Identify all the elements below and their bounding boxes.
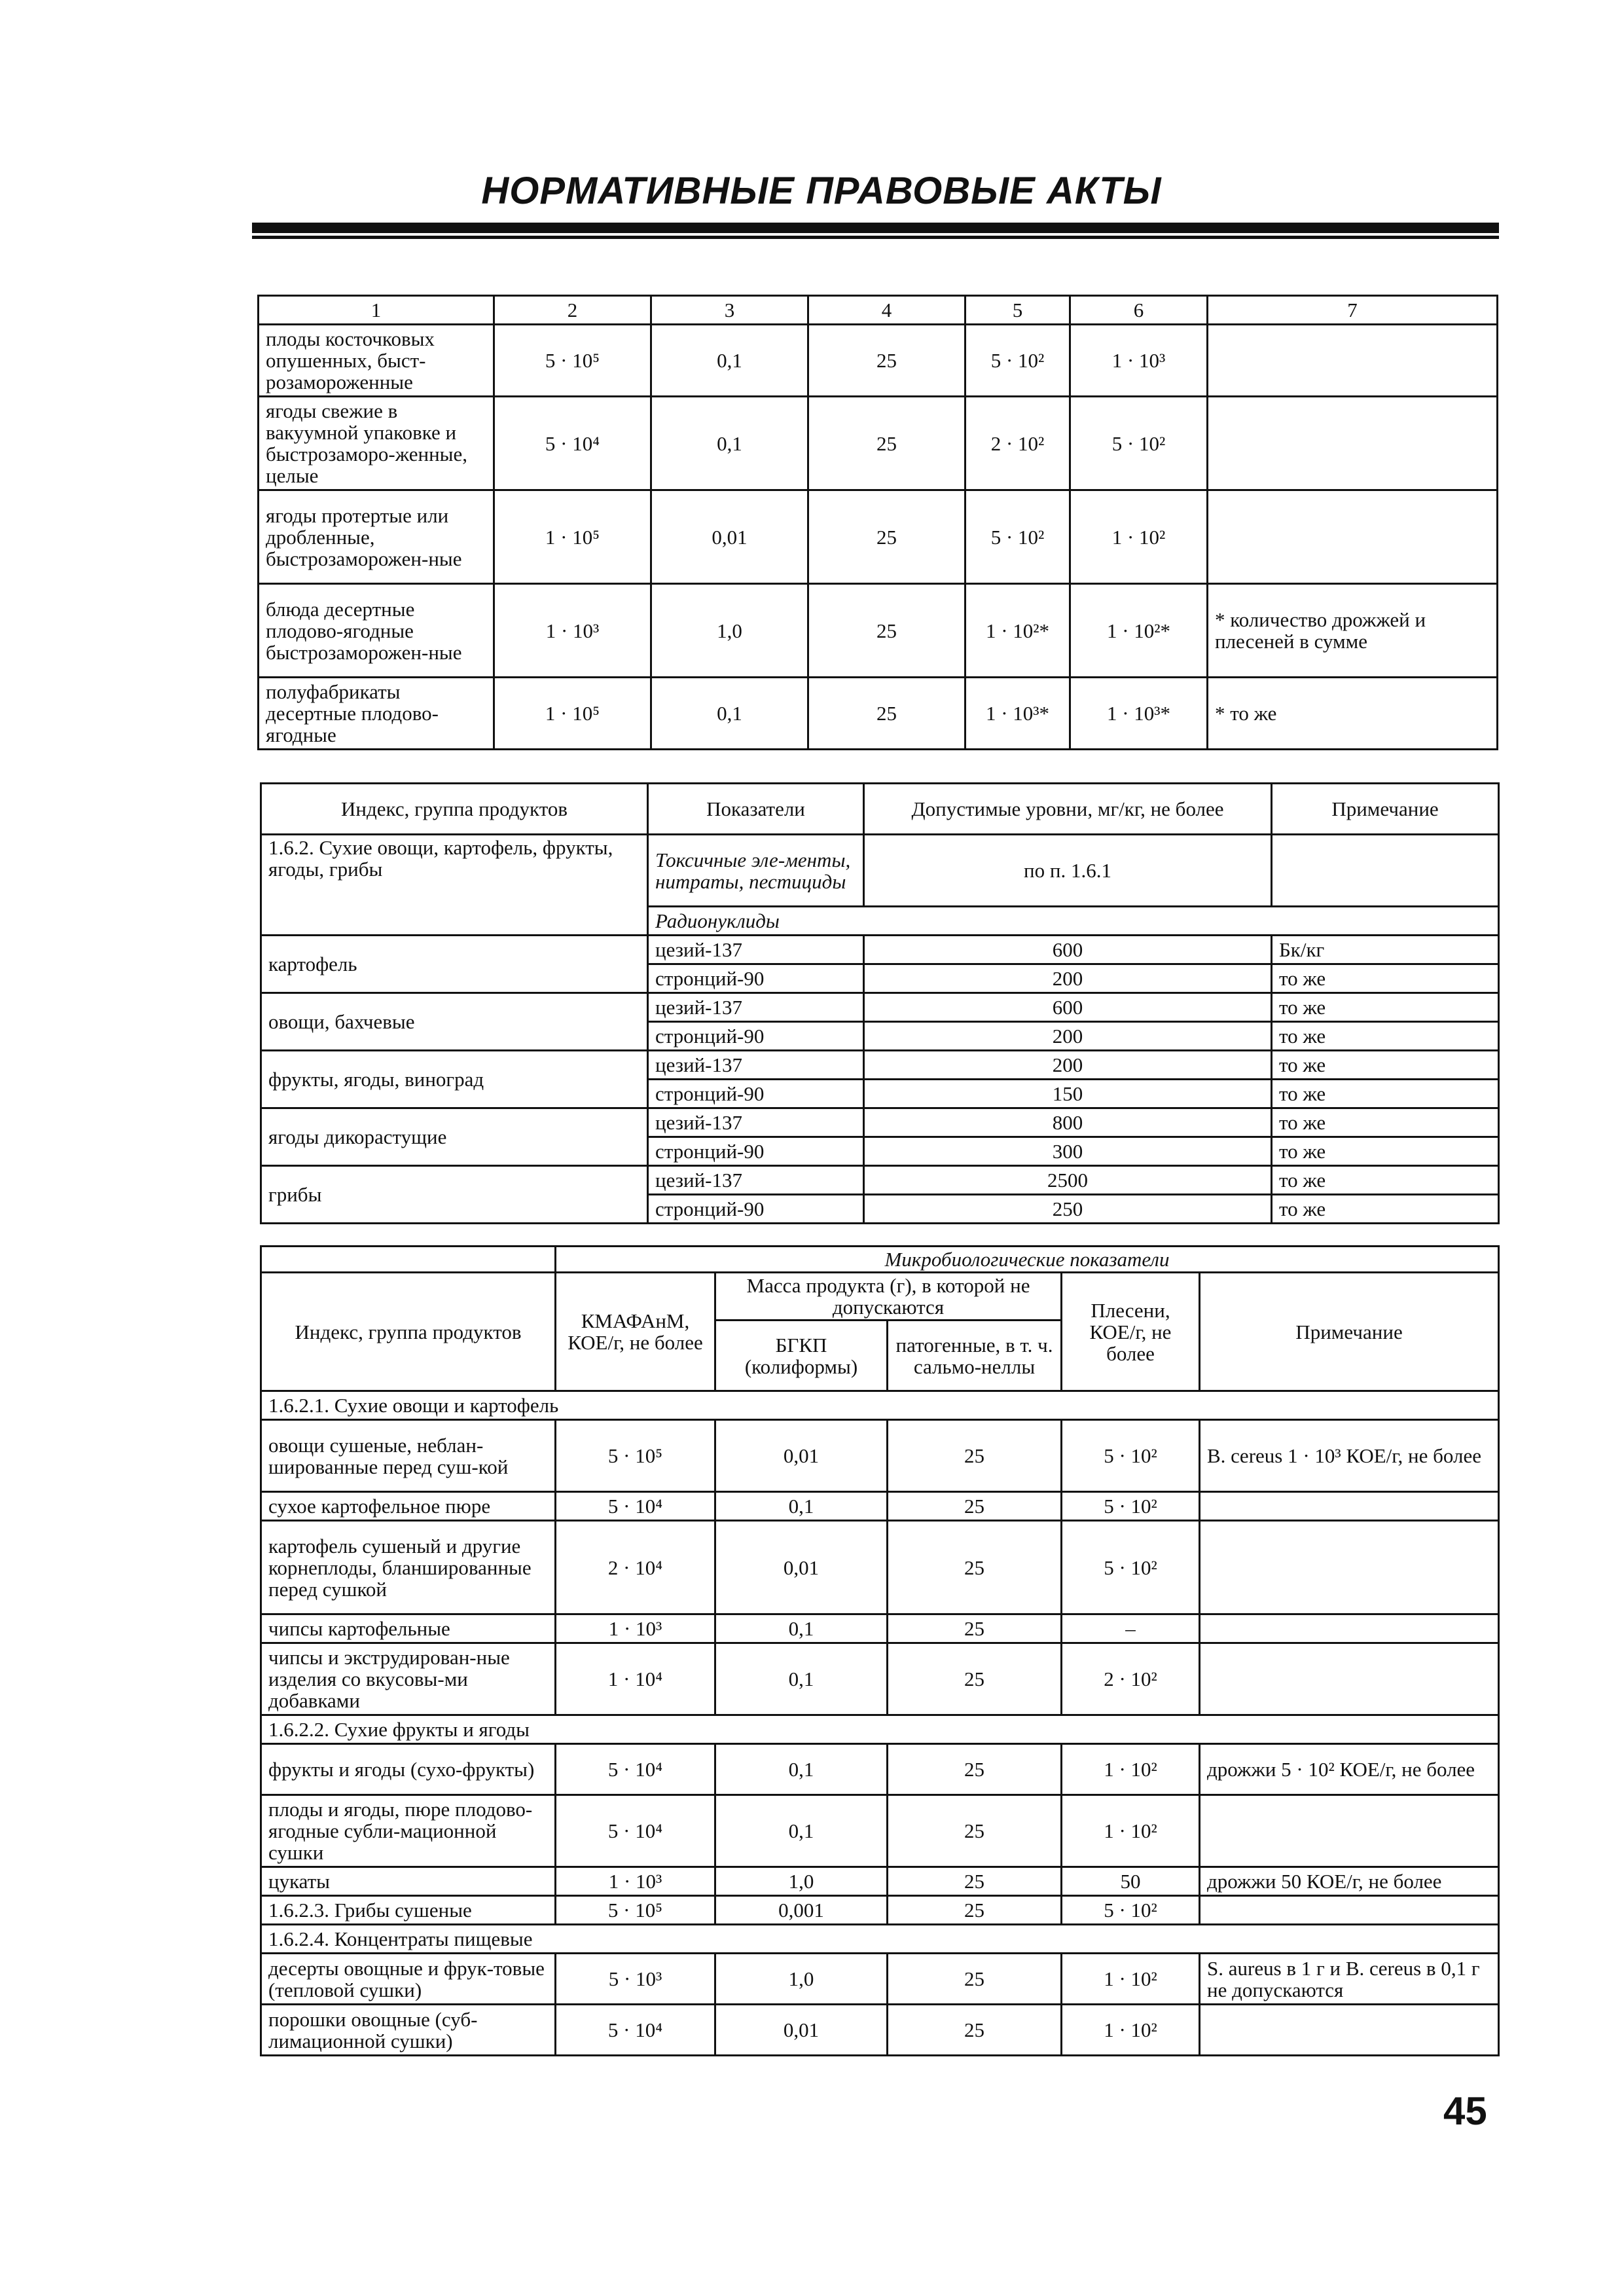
value-cell: 5 · 10⁵ <box>556 1896 715 1925</box>
product-cell: овощи, бахчевые <box>261 993 648 1051</box>
column-header: 7 <box>1208 296 1498 325</box>
note-cell: * количество дрожжей и плесеней в сумме <box>1208 584 1498 678</box>
micro-header: Микробиологические показатели <box>556 1247 1499 1273</box>
value-cell: 0,1 <box>715 1643 888 1715</box>
value-cell: 2 · 10² <box>1062 1643 1200 1715</box>
table1-header-row <box>259 296 1498 325</box>
section-row <box>261 1715 1499 1744</box>
product-cell: фрукты и ягоды (сухо-фрукты) <box>261 1744 556 1795</box>
column-header: Масса продукта (г), в которой не допускаются <box>715 1273 1062 1321</box>
value-cell: 1 · 10² <box>1062 1744 1200 1795</box>
table-row <box>261 1643 1499 1715</box>
product-cell: чипсы и экструдирован-ные изделия со вкусовы-ми добавками <box>261 1643 556 1715</box>
product-cell: ягоды свежие в вакуумной упаковке и быстрозаморо-женные, целые <box>259 397 494 490</box>
table-row <box>261 936 1499 964</box>
value-cell: 0,1 <box>715 1795 888 1867</box>
table-row <box>261 1492 1499 1521</box>
value-cell: 0,01 <box>651 490 808 584</box>
value-cell: 25 <box>888 1795 1062 1867</box>
level-cell: 200 <box>864 1051 1272 1080</box>
value-cell: 5 · 10² <box>1062 1521 1200 1614</box>
level-cell: 600 <box>864 993 1272 1022</box>
product-cell: овощи сушеные, неблан-шированные перед суш-кой <box>261 1420 556 1492</box>
product-cell: ягоды протертые или дробленные, быстрозаморожен-ные <box>259 490 494 584</box>
value-cell: 25 <box>888 1614 1062 1643</box>
value-cell: 1 · 10³* <box>965 678 1070 750</box>
page-number: 45 <box>1443 2089 1487 2133</box>
table-row <box>261 1614 1499 1643</box>
note-cell <box>1208 397 1498 490</box>
product-cell: порошки овощные (суб-лимационной сушки) <box>261 2005 556 2056</box>
product-cell: цукаты <box>261 1867 556 1896</box>
value-cell: 25 <box>888 1521 1062 1614</box>
note-cell: то же <box>1272 1080 1499 1108</box>
value-cell: 25 <box>808 584 965 678</box>
table3-header-row <box>261 1247 1499 1273</box>
note-cell <box>1200 1896 1499 1925</box>
level-cell: 200 <box>864 1022 1272 1051</box>
note-cell: то же <box>1272 1022 1499 1051</box>
value-cell: 0,01 <box>715 2005 888 2056</box>
table-row <box>261 2005 1499 2056</box>
product-cell: блюда десертные плодово-ягодные быстрозаморожен-ные <box>259 584 494 678</box>
note-cell <box>1208 325 1498 397</box>
value-cell: 25 <box>808 397 965 490</box>
value-cell: – <box>1062 1614 1200 1643</box>
value-cell: 1 · 10²* <box>1070 584 1208 678</box>
indicator-cell: стронций-90 <box>648 1195 864 1224</box>
table-row <box>261 1795 1499 1867</box>
section-row <box>261 1391 1499 1420</box>
level-cell: 250 <box>864 1195 1272 1224</box>
column-header: Примечание <box>1200 1273 1499 1391</box>
value-cell: 2 · 10² <box>965 397 1070 490</box>
value-cell: 1,0 <box>651 584 808 678</box>
note-cell <box>1200 1521 1499 1614</box>
value-cell: 25 <box>888 2005 1062 2056</box>
value-cell: 0,01 <box>715 1420 888 1492</box>
column-header: Плесени, КОЕ/г, не более <box>1062 1273 1200 1391</box>
value-cell: 0,1 <box>651 397 808 490</box>
column-header: БГКП (колиформы) <box>715 1321 888 1391</box>
value-cell: 5 · 10² <box>1062 1492 1200 1521</box>
value-cell: 1 · 10³ <box>1070 325 1208 397</box>
product-cell: 1.6.2.3. Грибы сушеные <box>261 1896 556 1925</box>
note-cell: * то же <box>1208 678 1498 750</box>
value-cell: 5 · 10² <box>965 325 1070 397</box>
indicator-cell: цезий-137 <box>648 993 864 1022</box>
value-cell: 2 · 10⁴ <box>556 1521 715 1614</box>
column-header: 2 <box>494 296 651 325</box>
table-row <box>261 1744 1499 1795</box>
value-cell: 5 · 10⁵ <box>556 1420 715 1492</box>
table-row <box>259 584 1498 678</box>
indicator-cell: стронций-90 <box>648 964 864 993</box>
value-cell: 0,1 <box>715 1614 888 1643</box>
value-cell: 25 <box>888 1867 1062 1896</box>
group-cell: 1.6.2. Сухие овощи, картофель, фрукты, ягоды, грибы <box>261 835 648 936</box>
level-cell: 2500 <box>864 1166 1272 1195</box>
product-cell: сухое картофельное пюре <box>261 1492 556 1521</box>
note-cell <box>1200 1614 1499 1643</box>
column-header: 3 <box>651 296 808 325</box>
value-cell: 50 <box>1062 1867 1200 1896</box>
note-cell: B. cereus 1 · 10³ КОЕ/г, не более <box>1200 1420 1499 1492</box>
value-cell: 1 · 10³* <box>1070 678 1208 750</box>
value-cell: 25 <box>808 490 965 584</box>
product-cell: картофель <box>261 936 648 993</box>
table-radionuclides <box>260 782 1500 1224</box>
note-cell: Бк/кг <box>1272 936 1499 964</box>
level-cell: 200 <box>864 964 1272 993</box>
column-header: 5 <box>965 296 1070 325</box>
note-cell: дрожжи 50 КОЕ/г, не более <box>1200 1867 1499 1896</box>
value-cell: 5 · 10⁵ <box>494 325 651 397</box>
value-cell: 25 <box>888 1420 1062 1492</box>
value-cell: 25 <box>808 678 965 750</box>
section-row <box>261 1925 1499 1954</box>
table-row <box>261 1521 1499 1614</box>
indicator-cell: Токсичные эле-менты, нитраты, пестициды <box>648 835 864 907</box>
product-cell: плоды и ягоды, пюре плодово-ягодные субли-мационной сушки <box>261 1795 556 1867</box>
value-cell: 1 · 10³ <box>494 584 651 678</box>
value-cell: 1 · 10³ <box>556 1614 715 1643</box>
note-cell <box>1200 1795 1499 1867</box>
table-row <box>261 1420 1499 1492</box>
value-cell: 0,1 <box>651 325 808 397</box>
indicator-cell: цезий-137 <box>648 1166 864 1195</box>
table-row <box>259 678 1498 750</box>
indicator-cell: стронций-90 <box>648 1022 864 1051</box>
table-row <box>259 397 1498 490</box>
note-cell: то же <box>1272 964 1499 993</box>
note-cell <box>1200 1643 1499 1715</box>
table-row <box>261 1051 1499 1080</box>
value-cell: 5 · 10⁴ <box>556 1795 715 1867</box>
product-cell: десерты овощные и фрук-товые (тепловой сушки) <box>261 1954 556 2005</box>
product-cell: фрукты, ягоды, виноград <box>261 1051 648 1108</box>
table-row <box>259 490 1498 584</box>
column-header: 4 <box>808 296 965 325</box>
level-cell: 150 <box>864 1080 1272 1108</box>
value-cell: 5 · 10³ <box>556 1954 715 2005</box>
column-header: КМАФАнМ, КОЕ/г, не более <box>556 1273 715 1391</box>
table-row <box>261 1166 1499 1195</box>
level-cell: 800 <box>864 1108 1272 1137</box>
note-cell <box>1208 490 1498 584</box>
column-header: Примечание <box>1272 784 1499 835</box>
section-title: 1.6.2.1. Сухие овощи и картофель <box>261 1391 1499 1420</box>
value-cell: 5 · 10² <box>965 490 1070 584</box>
note-cell: S. aureus в 1 г и B. cereus в 0,1 г не допускаются <box>1200 1954 1499 2005</box>
note-cell: то же <box>1272 993 1499 1022</box>
column-header: 6 <box>1070 296 1208 325</box>
note-cell: то же <box>1272 1137 1499 1166</box>
table-frozen-fruits <box>257 295 1498 750</box>
product-cell: чипсы картофельные <box>261 1614 556 1643</box>
value-cell: 0,1 <box>715 1492 888 1521</box>
value-cell: 5 · 10⁴ <box>494 397 651 490</box>
table-row <box>261 1896 1499 1925</box>
value-cell: 1 · 10⁴ <box>556 1643 715 1715</box>
note-cell <box>1200 2005 1499 2056</box>
note-cell <box>1200 1492 1499 1521</box>
indicator-cell: цезий-137 <box>648 936 864 964</box>
value-cell: 1 · 10⁵ <box>494 490 651 584</box>
value-cell: 25 <box>888 1744 1062 1795</box>
value-cell: 25 <box>888 1492 1062 1521</box>
value-cell: 5 · 10⁴ <box>556 1492 715 1521</box>
radionuclides-label: Радионуклиды <box>648 907 1499 936</box>
column-header: патогенные, в т. ч. сальмо-неллы <box>888 1321 1062 1391</box>
value-cell: 0,01 <box>715 1521 888 1614</box>
table-row <box>259 325 1498 397</box>
value-cell: 25 <box>808 325 965 397</box>
note-cell: то же <box>1272 1166 1499 1195</box>
note-cell <box>1272 835 1499 907</box>
value-cell: 1 · 10⁵ <box>494 678 651 750</box>
table-row <box>261 1867 1499 1896</box>
column-header: Индекс, группа продуктов <box>261 1273 556 1391</box>
table2-header-row <box>261 784 1499 835</box>
indicator-cell: цезий-137 <box>648 1051 864 1080</box>
value-cell: 1 · 10² <box>1062 2005 1200 2056</box>
product-cell: картофель сушеный и другие корнеплоды, бланшированные перед сушкой <box>261 1521 556 1614</box>
note-cell: то же <box>1272 1195 1499 1224</box>
value-cell: 5 · 10² <box>1062 1896 1200 1925</box>
value-cell: 1 · 10² <box>1070 490 1208 584</box>
table-row <box>261 835 1499 907</box>
table-row <box>261 993 1499 1022</box>
value-cell: 5 · 10⁴ <box>556 1744 715 1795</box>
value-cell: 5 · 10⁴ <box>556 2005 715 2056</box>
column-header: Показатели <box>648 784 864 835</box>
product-cell: грибы <box>261 1166 648 1224</box>
table-row <box>261 1108 1499 1137</box>
table-row <box>261 1954 1499 2005</box>
value-cell: 1 · 10³ <box>556 1867 715 1896</box>
value-cell: 0,001 <box>715 1896 888 1925</box>
note-cell: то же <box>1272 1051 1499 1080</box>
page-header-title: НОРМАТИВНЫЕ ПРАВОВЫЕ АКТЫ <box>481 170 1162 212</box>
level-cell: 300 <box>864 1137 1272 1166</box>
level-cell: по п. 1.6.1 <box>864 835 1272 907</box>
value-cell: 25 <box>888 1954 1062 2005</box>
section-title: 1.6.2.2. Сухие фрукты и ягоды <box>261 1715 1499 1744</box>
section-title: 1.6.2.4. Концентраты пищевые <box>261 1925 1499 1954</box>
header-rule <box>252 223 1499 236</box>
note-cell: дрожжи 5 · 10² КОЕ/г, не более <box>1200 1744 1499 1795</box>
value-cell: 1,0 <box>715 1867 888 1896</box>
value-cell: 25 <box>888 1643 1062 1715</box>
product-cell: ягоды дикорастущие <box>261 1108 648 1166</box>
column-header: 1 <box>259 296 494 325</box>
value-cell: 1 · 10²* <box>965 584 1070 678</box>
table3-header-row <box>261 1273 1499 1321</box>
value-cell: 0,1 <box>715 1744 888 1795</box>
value-cell: 1,0 <box>715 1954 888 2005</box>
indicator-cell: стронций-90 <box>648 1137 864 1166</box>
note-cell: то же <box>1272 1108 1499 1137</box>
value-cell: 25 <box>888 1896 1062 1925</box>
column-header: Индекс, группа продуктов <box>261 784 648 835</box>
value-cell: 1 · 10² <box>1062 1954 1200 2005</box>
value-cell: 1 · 10² <box>1062 1795 1200 1867</box>
product-cell: полуфабрикаты десертные плодово-ягодные <box>259 678 494 750</box>
indicator-cell: стронций-90 <box>648 1080 864 1108</box>
value-cell: 0,1 <box>651 678 808 750</box>
product-cell: плоды косточковых опушенных, быст-розамороженные <box>259 325 494 397</box>
value-cell: 5 · 10² <box>1070 397 1208 490</box>
table-dry-products-microbiology <box>260 1245 1500 2056</box>
indicator-cell: цезий-137 <box>648 1108 864 1137</box>
value-cell: 5 · 10² <box>1062 1420 1200 1492</box>
level-cell: 600 <box>864 936 1272 964</box>
header-spacer <box>261 1247 556 1273</box>
column-header: Допустимые уровни, мг/кг, не более <box>864 784 1272 835</box>
